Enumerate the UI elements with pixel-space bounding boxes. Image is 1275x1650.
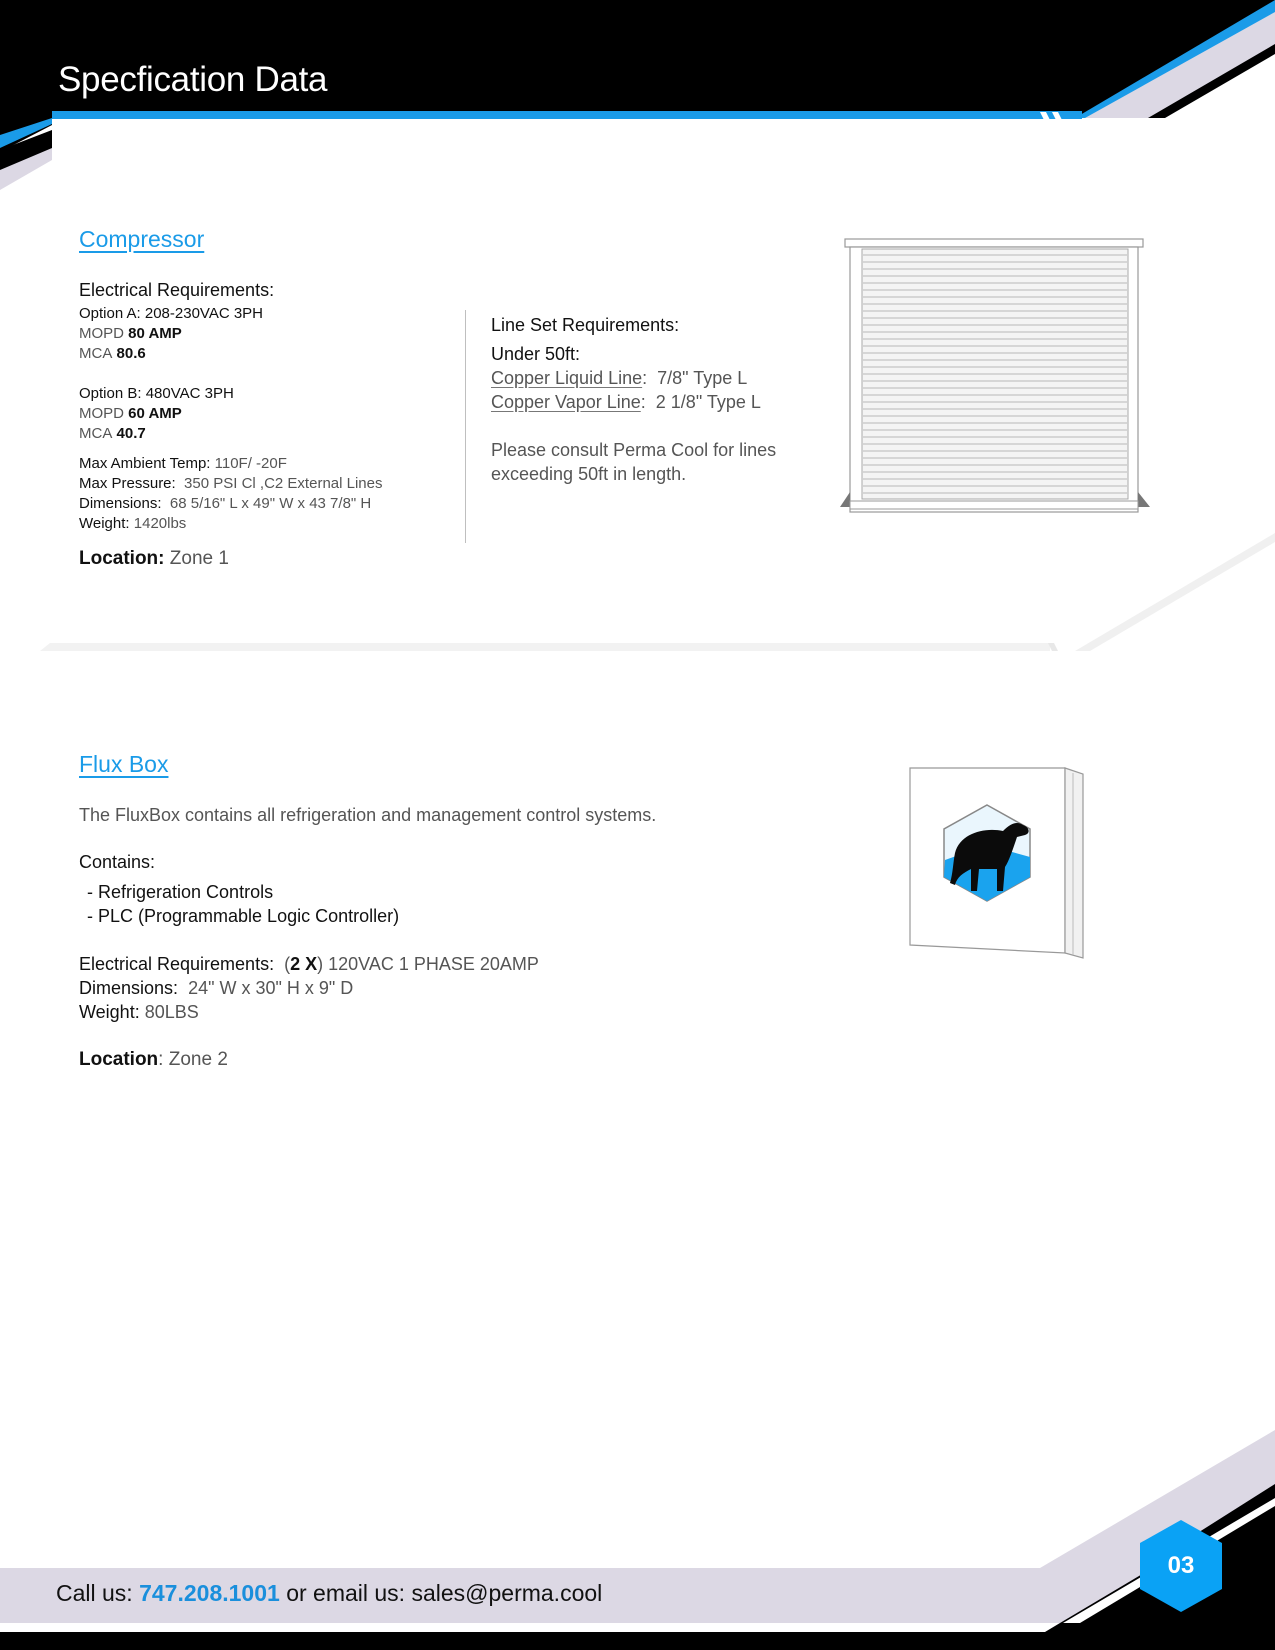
mca-value: 40.7 xyxy=(116,425,146,442)
mca-label: MCA xyxy=(79,425,113,442)
spec-row: Dimensions: 68 5/16" L x 49" W x 43 7/8" H xyxy=(79,495,372,512)
phone-link[interactable]: 747.208.1001 xyxy=(139,1580,280,1606)
spec-row: Max Ambient Temp: 110F/ -20F xyxy=(79,455,287,472)
fluxbox-description: The FluxBox contains all refrigeration and management control systems. xyxy=(79,805,657,825)
fluxbox-icon xyxy=(905,765,1085,965)
section-divider xyxy=(0,520,1275,660)
page-number-badge xyxy=(1140,1520,1222,1612)
vapor-line-label: Copper Vapor Line xyxy=(491,392,641,412)
mopd-value: 60 AMP xyxy=(128,405,182,422)
spec-row: Max Pressure: 350 PSI Cl ,C2 External Lines xyxy=(79,475,383,492)
mopd-label: MOPD xyxy=(79,325,124,342)
fluxbox-dimensions: Dimensions: 24" W x 30" H x 9" D xyxy=(79,978,354,998)
compressor-title: Compressor xyxy=(79,226,205,252)
liquid-line-value: 7/8" Type L xyxy=(657,368,748,388)
electrical-heading: Electrical Requirements: xyxy=(79,280,275,300)
mopd-value: 80 AMP xyxy=(128,325,182,342)
call-label: Call us: xyxy=(56,1580,133,1606)
header-banner xyxy=(0,0,1275,200)
line-set-note: exceeding 50ft in length. xyxy=(491,464,687,484)
spec-row: Weight: 1420lbs xyxy=(79,515,187,532)
mopd-label: MOPD xyxy=(79,405,124,422)
fluxbox-details xyxy=(79,803,656,1072)
fluxbox-electrical: Electrical Requirements: (2 X) 120VAC 1 PHASE 20AMP xyxy=(79,954,539,974)
option-b-label: Option B: 480VAC 3PH xyxy=(79,385,234,402)
footer-contact xyxy=(56,1580,602,1607)
liquid-line-label: Copper Liquid Line xyxy=(491,368,643,388)
option-a-label: Option A: 208-230VAC 3PH xyxy=(79,305,263,322)
fluxbox-location: Location: Zone 2 xyxy=(79,1049,228,1070)
mca-label: MCA xyxy=(79,345,113,362)
list-item: - PLC (Programmable Logic Controller) xyxy=(87,906,400,926)
list-item: - Refrigeration Controls xyxy=(87,882,274,902)
mca-value: 80.6 xyxy=(116,345,146,362)
contains-heading: Contains: xyxy=(79,852,156,872)
compressor-unit-icon xyxy=(830,235,1160,535)
page-title: Specfication Data xyxy=(58,60,328,99)
vapor-line-value: 2 1/8" Type L xyxy=(655,392,761,412)
page-number: 03 xyxy=(1167,1552,1195,1579)
email-text[interactable]: or email us: sales@perma.cool xyxy=(286,1580,603,1606)
line-set-heading: Line Set Requirements: xyxy=(491,315,680,335)
line-set-under: Under 50ft: xyxy=(491,344,581,364)
fluxbox-weight: Weight: 80LBS xyxy=(79,1002,199,1022)
footer-banner xyxy=(0,1400,1275,1650)
compressor-location: Location: Zone 1 xyxy=(79,548,229,569)
line-set-note: Please consult Perma Cool for lines xyxy=(491,440,777,460)
fluxbox-title: Flux Box xyxy=(79,751,169,777)
line-set-requirements: Line Set Requirements: Under 50ft: Copper Liquid Line: 7/8" Type L Copper Vapor Line: 2 1/8" Type L Please consult Perma Cool for lines exceeding 50ft in length. xyxy=(491,315,777,484)
column-divider xyxy=(465,310,466,543)
